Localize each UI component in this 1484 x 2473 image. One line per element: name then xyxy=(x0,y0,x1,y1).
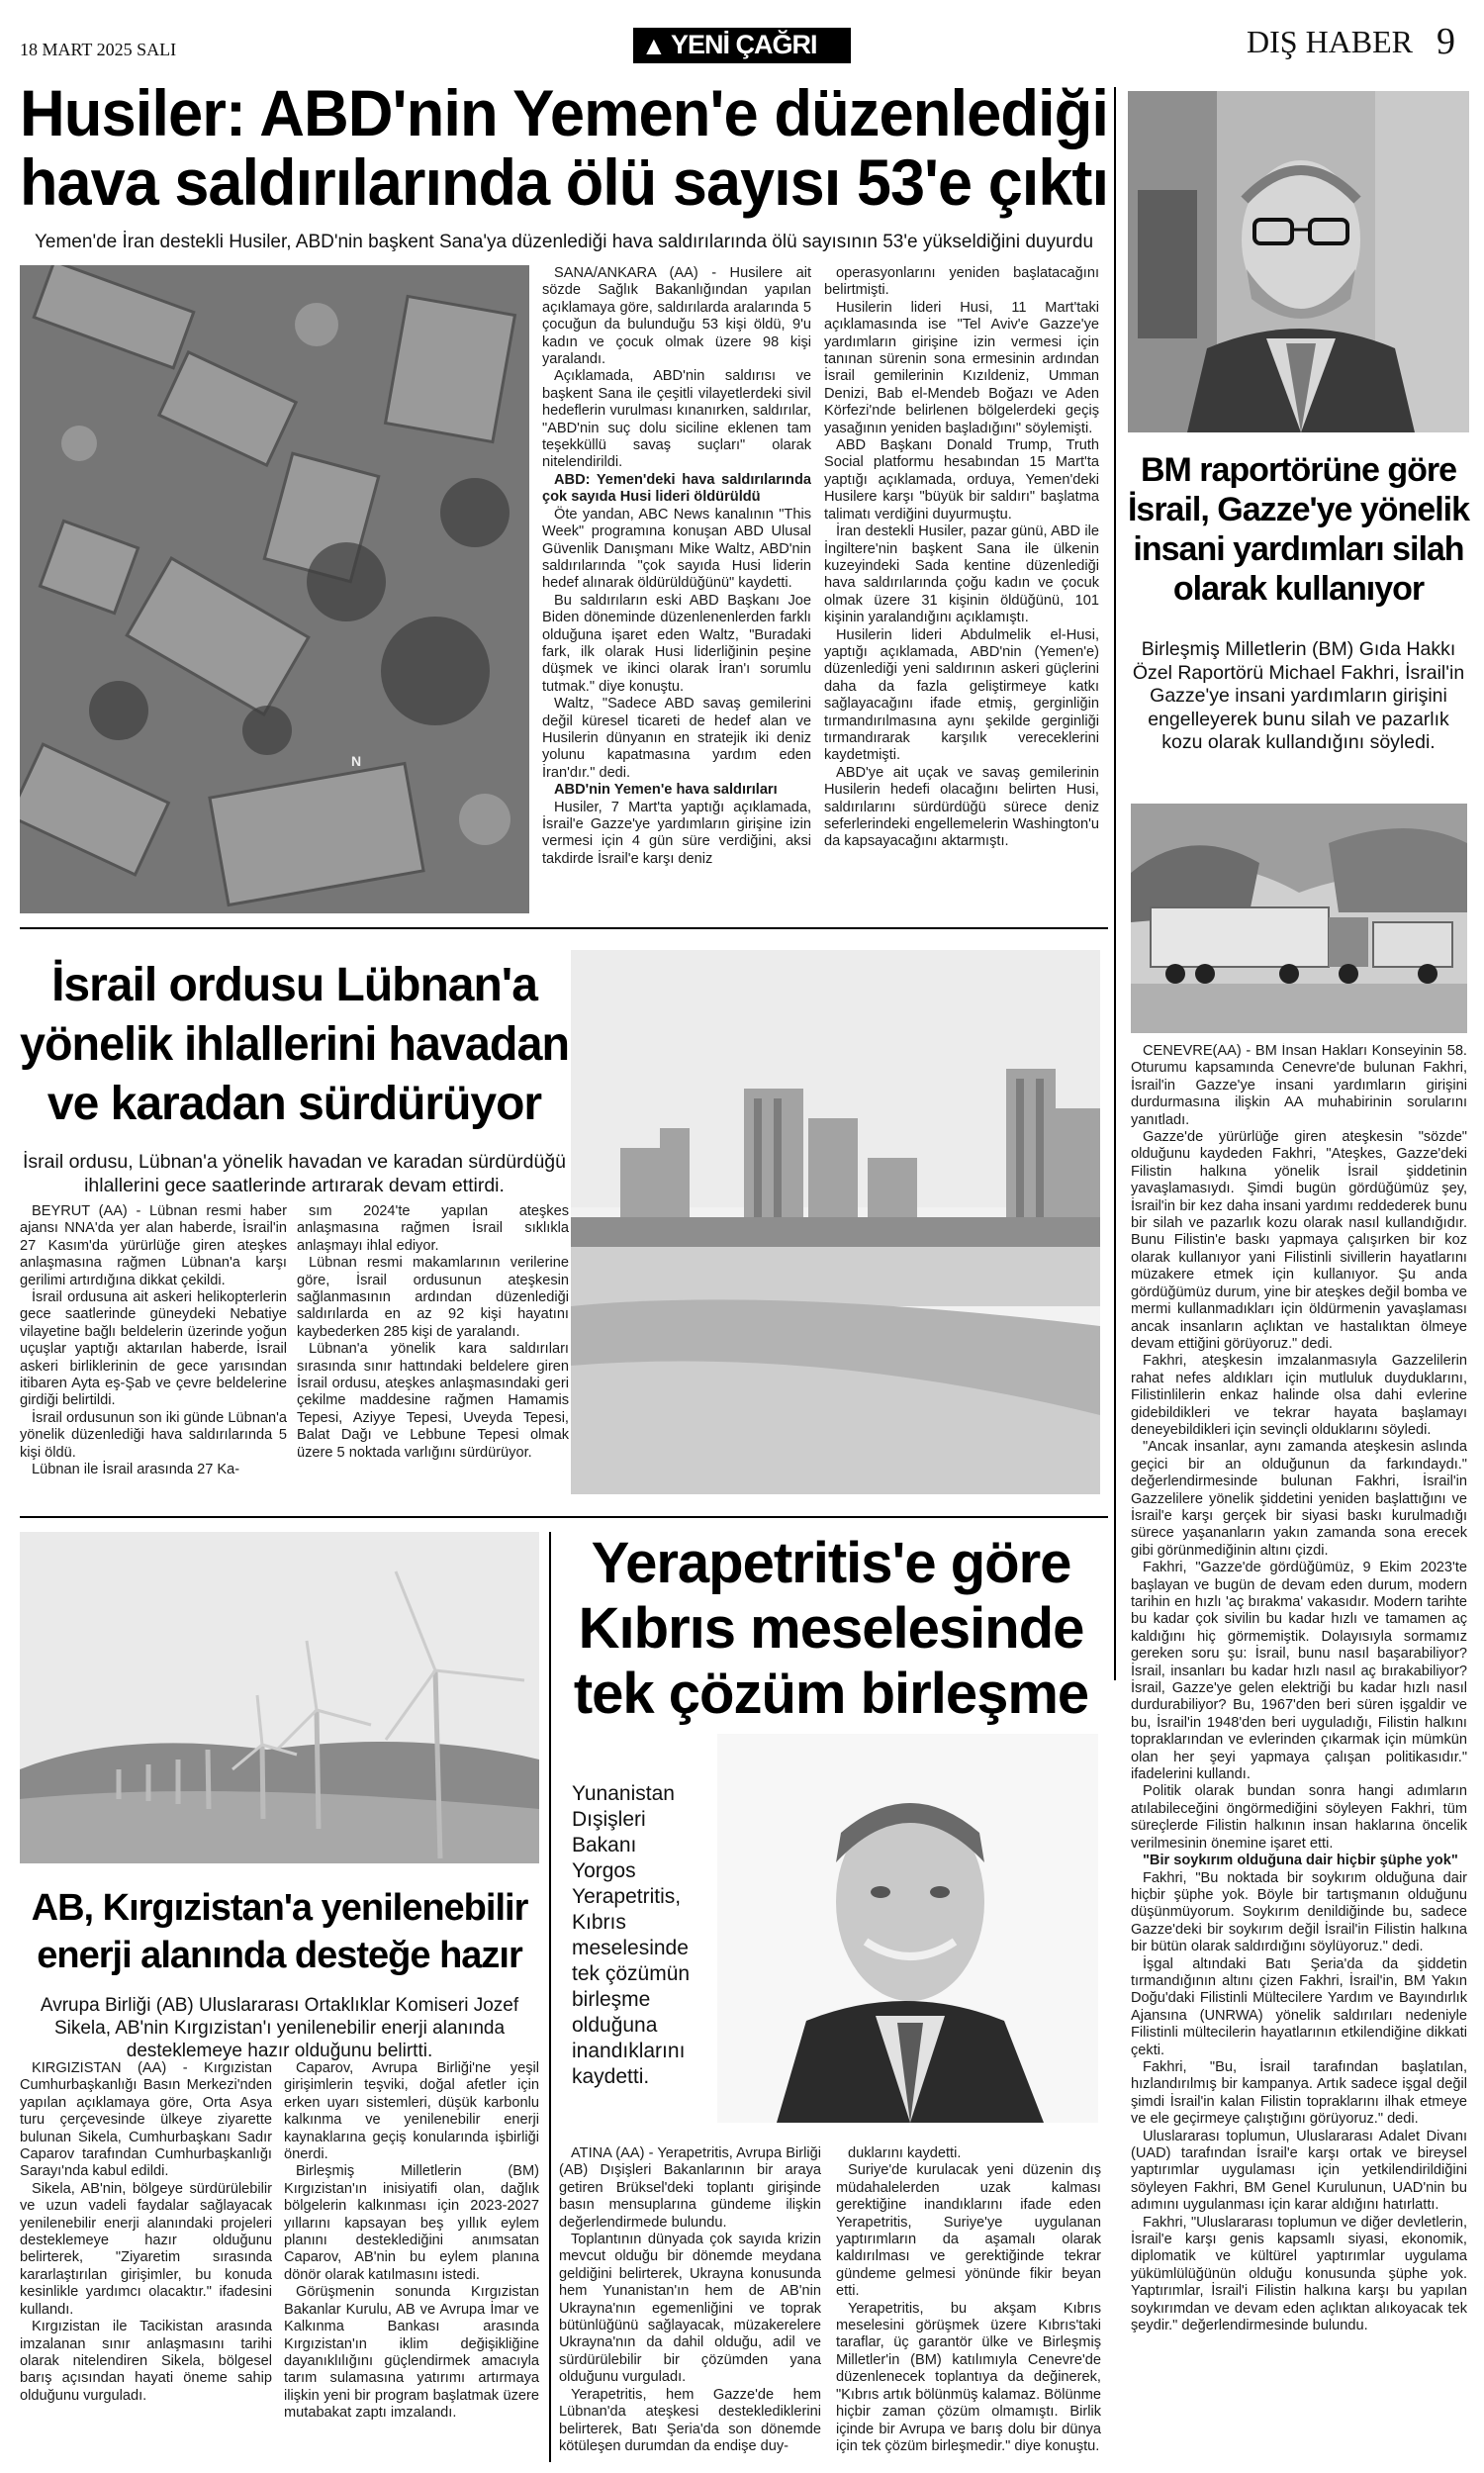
story1-headline-line1: Husiler: ABD'nin Yemen'e düzenlediği xyxy=(20,76,1108,149)
story1-headline-line2: hava saldırılarında ölü sayısı 53'e çıktı xyxy=(20,145,1108,219)
paragraph: Öte yandan, ABC News kanalının "This Week" programına konuşan ABD Ulusal Güvenlik Danışmanı Mike Waltz, ABD'nin saldırılarında "çok sayıda Husi liderin hedef alınarak öldürüldüğünü" kaydetti. xyxy=(542,506,811,592)
story3-headline-line2: yönelik ihlallerini havadan xyxy=(20,1018,569,1071)
lede-line: olduğuna xyxy=(572,2014,658,2037)
subheading: ABD: Yemen'deki hava saldırılarında çok sayıda Husi lideri öldürüldü xyxy=(542,471,811,506)
paragraph: SANA/ANKARA (AA) - Husilere ait sözde Sağlık Bakanlığından yapılan açıklamaya göre, saldırılarda aralarında 5 çocuğun da bulunduğu 53 kişi öldü, 9'u kadın ve çocuk olmak üzere 98 kişi yaralandı. xyxy=(542,265,811,368)
paragraph: Caparov, Avrupa Birliği'ne yeşil girişimlerin teşviki, doğal afetler için erken uyarı sistemleri, düşük karbonlu kalkınma ve yenilenebilir enerji kaynaklarına geçiş konularında işbirliği önerdi. xyxy=(284,2060,539,2163)
lede-line: Kıbrıs xyxy=(572,1911,626,1934)
lede-line: birleşme xyxy=(572,1988,651,2011)
paragraph: İran destekli Husiler, pazar günü, ABD ile İngiltere'nin başkent Sana ile ülkenin kuzeyindeki Sada kentine düzenlediği hava saldırılarında çoğu kadın ve çocuk olmak üzere 31 kişinin öldüğünü, 101 kişinin yaralandığını açıklamıştı. xyxy=(824,523,1099,626)
lede-line: Yorgos xyxy=(572,1859,636,1882)
paragraph: Husilerin lideri Husi, 11 Mart'taki açıklamasında ise "Tel Aviv'e Gazze'ye yardımların girişine izin vermesi için tanınan sürenin sona ermesinin ardından İsrail gemilerinin Kızıldeniz, Umman Denizi, Bab el-Mendeb Boğazı ve Aden Körfezi'nde belirlenen bölgelerdeki geçiş yasağının yeniden başladığını" söylemişti. xyxy=(824,299,1099,436)
story2-body xyxy=(1131,1043,1467,2468)
lede-line: inandıklarını xyxy=(572,2040,686,2062)
story5-column-2 xyxy=(836,2145,1101,2467)
paragraph: Waltz, "Sadece ABD savaş gemilerini değil küresel ticareti de hedef alan ve Husilerin dünyanın en stratejik iki deniz yolunu kapatmasına yardım eden İran'dır." dedi. xyxy=(542,696,811,781)
paragraph: Birleşmiş Milletlerin (BM) Kırgızistan'ın inisiyatifi olan, dağlık bölgelerin kalkınması için 2023-2027 yıllarını kapsayan beş yıllık eylem planını desteklediğini anımsatan Caparov, AB'nin bu eylem planına dönör olarak katılmasını istedi. xyxy=(284,2163,539,2283)
story2-portrait-photo xyxy=(1128,91,1469,432)
paragraph: Lübnan ile İsrail arasında 27 Ka- xyxy=(32,1462,240,1478)
story2-headline-line4: olarak kullanıyor xyxy=(1172,570,1425,608)
paragraph: Görüşmenin sonunda Kırgızistan Bakanlar Kurulu, AB ve Avrupa İmar ve Kalkınma Bankası arasında Kırgızistan'ın iklim değişikliğine dayanıklılığını güçlendirmek amacıyla tarım sulamasına yatırımı artırmaya ilişkin yeni bir program başlatmak üzere mutabakat zaptı imzalandı. xyxy=(284,2284,539,2422)
column-divider xyxy=(1114,87,1116,1680)
paragraph: Toplantının dünyada çok sayıda krizin mevcut olduğu bir dönemde meydana geldiğini belirterek, Ukrayna konusunda hem Yunanistan'ın hem de AB'nin Ukrayna'nın egemenliğini ve toprak bütünlüğünü sağlayacak, müzakerelere Ukrayna'nın da dahil olduğu, adil ve sürdürülebilir bir çözümden yana olduğunu vurguladı. xyxy=(559,2232,821,2386)
column-divider xyxy=(549,1532,551,2462)
story3-headline-line1: İsrail ordusu Lübnan'a xyxy=(51,959,537,1011)
photo-north-letter: N xyxy=(351,753,362,769)
story5-headline-line3: tek çözüm birleşme xyxy=(573,1662,1089,1726)
paragraph: Politik olarak bundan sonra hangi adımların atılabileceğini öngörmediğini söyleyen Fakhri, tüm süreçlerde Filistin halkının insan haklarına öncelik verilmesinin önemine işaret etti. xyxy=(1131,1783,1467,1852)
lede-line: Bakanı xyxy=(572,1834,637,1856)
lede-line: Yunanistan xyxy=(572,1782,675,1805)
lede-line: tek çözümün xyxy=(572,1962,691,1985)
paragraph: ABD'ye ait uçak ve savaş gemilerinin Husilerin hedefi olacağını belirten Husi, saldırılarını sürdürdüğü sürece deniz seferlerindeki engellemelerin Washington'u da kapsayacağını aktarmıştı. xyxy=(824,764,1099,850)
paragraph: BEYRUT (AA) - Lübnan resmi haber ajansı NNA'da yer alan haberde, İsrail'in 27 Kasım'da yürürlüğe giren ateşkes anlaşmasına rağmen Lübnan'a karşı gerilimi artırdığına dikkat çekildi. xyxy=(20,1203,287,1288)
story3-headline-line3: ve karadan sürdürüyor xyxy=(46,1078,542,1130)
paragraph: Husilerin lideri Abdulmelik el-Husi, yaptığı açıklamada, ABD'nin (Yemen'e) düzenlediği yeni saldırının askeri güçlerini daha da fazla geliştirmeye katkı sağlayacağını ifade etmiş, gerginliğin tırmandırılmasına aynı şekilde gerginliği tırmandırarak karşılık vereceklerini kaydetmişti. xyxy=(824,626,1099,764)
paragraph: İşgal altındaki Batı Şeria'da da şiddetin tırmandığının altını çizen Fakhri, İsrail'in, BM Yakın Doğu'daki Filistinli Mültecilere Yardım ve Bayındırlık Ajansına (UNRWA) yönelik saldırıları nedeniyle Filistinli mültecilerin hayatlarının etkilendiğine dikkati çekti. xyxy=(1131,1955,1467,2058)
paragraph: Yerapetritis, bu akşam Kıbrıs meselesini görüşmek üzere Kıbrıs'taki taraflar, üç garantör ülke ve Birleşmiş Milletler'in (BM) katılımıyla Cenevre'de düzenlenecek toplantıya da değinerek, "Kıbrıs artık bölünmüş kalamaz. Bölünme hiçbir zaman çözüm olmamıştı. Birlik içinde bir Avrupa ve barış dolu bir dünya için tek çözüm birleşmedir." diye konuştu. xyxy=(836,2300,1101,2454)
story2-headline-line1: BM raportörüne göre xyxy=(1140,451,1457,489)
story2-headline-line2: İsrail, Gazze'ye yönelik xyxy=(1127,491,1470,528)
paragraph: ABD Başkanı Donald Trump, Truth Social platformu hesabından 15 Mart'ta yaptığı açıklamada, orduya, Yemen'deki Husilere karşı "büyük bir saldırı" başlatma talimatı verdiğini duyurmuştu. xyxy=(824,437,1099,523)
paragraph: KIRGIZİSTAN (AA) - Kırgızistan Cumhurbaşkanlığı Basın Merkezi'nden yapılan açıklamaya göre, Orta Asya turu çerçevesinde ülkeye ziyarette bulunan Sikela, Cumhurbaşkanı Sadır Caparov tarafından Cumhurbaşkanlığı Sarayı'nda kabul edildi. xyxy=(20,2060,272,2180)
paragraph: operasyonlarını yeniden başlatacağını belirtmişti. xyxy=(824,265,1099,299)
paragraph: Fakhri, "Bu, İsrail tarafından başlatılan, hızlandırılmış bir kampanya. Artık sadece işgal değil şimdi İsrail'in kalan Filistin topraklarını ilhak etmeye ve ele geçirmeye çalıştığını görüyoruz." dedi. xyxy=(1131,2058,1467,2128)
story3-lede: İsrail ordusu, Lübnan'a yönelik havadan ve karadan sürdürdüğü ihlallerini gece saatlerinde artırarak devam ettirdi. xyxy=(22,1151,566,1196)
paragraph: Bu saldırıların eski ABD Başkanı Joe Biden döneminde düzenlenenlerden farklı olduğuna işaret eden Waltz, "Buradaki fark, ilk olarak Husi liderliğinin peşine düşmek ve ikinci olarak İran'ı sorumlu tutmak." diye konuştu. xyxy=(542,592,811,695)
story3-column-1 xyxy=(20,1203,287,1500)
lede-line: Dışişleri xyxy=(572,1808,646,1831)
section-divider xyxy=(20,927,1108,929)
torch-logo-icon: ▲ xyxy=(641,31,667,60)
paragraph: Lübnan'a yönelik kara saldırıları sırasında sınır hattındaki beldelere giren İsrail ordusu, ateşkes anlaşmasındaki geri çekilme maddesine rağmen Hamamis Tepesi, Aziyye Tepesi, Uveyda Tepesi, Balat Dağı ve Lebbune Tepesi olmak üzere 5 noktada varlığını sürdürüyor. xyxy=(297,1341,569,1461)
paragraph: "Ancak insanlar, aynı zamanda ateşkesin aslında geçici bir an olduğunun da farkındaydı." değerlendirmesinde bulunan Fakhri, İsrail'in Gazzelilere yönelik şiddetini yeniden başlattığını ve İsrail'e karşı gerçek bir siyasi baskı kurulmadığı sürece yaşananların yakın zamanda sona erecek gibi görünmediğinin altını çizdi. xyxy=(1131,1439,1467,1559)
section-title: DIŞ HABER xyxy=(1247,24,1414,59)
story4-headline-line1: AB, Kırgızistan'a yenilenebilir xyxy=(31,1887,528,1929)
page-number: 9 xyxy=(1437,21,1455,62)
paragraph: Fakhri, "Gazze'de gördüğümüz, 9 Ekim 2023'te başlayan ve bugün de devam eden durum, modern tarihin en hızlı 'aç bırakma' vakasıdır. Modern tarihte bu kadar çok sivilin bu kadar hızlı ve tamamen aç kaldığını hiç görmemiştik. Dolayısıyla sormamız gereken soru şu: İsrail, bunu nasıl başarabiliyor? İsrail, insanları bu kadar hızlı nasıl aç bırakabiliyor? İsrail, Gazze'ye gelen elektriği bu kadar hızlı nasıl durdurabiliyor? Bu, 1967'den beri süren işgaldir ve bu, İsrail'in 1948'den beri uyguladığı, Filistin halkını topraklarından ve evlerinden çıkarmak için mümkün olan her şeyi yapmaya çalışan politikasıdır." ifadelerini kullandı. xyxy=(1131,1560,1467,1783)
section-divider xyxy=(20,1516,1108,1518)
story4-lede: Avrupa Birliği (AB) Uluslararası Ortaklıklar Komiseri Jozef Sikela, AB'nin Kırgızistan'ı yenilenebilir enerji alanında desteklemeye hazır olduğunu belirtti. xyxy=(40,1995,519,2061)
masthead xyxy=(0,0,1484,61)
subheading: "Bir soykırım olduğuna dair hiçbir şüphe yok" xyxy=(1143,1853,1458,1869)
paragraph: Lübnan resmi makamlarının verilerine göre, İsrail ordusunun ateşkesin sağlanmasının ardından düzenlediği saldırılarda en az 92 kişi hayatını kaybederken 285 kişi de yaralandı. xyxy=(297,1255,569,1340)
paragraph: Husiler, 7 Mart'ta yaptığı açıklamada, İsrail'e Gazze'ye yardımların girişine izin vermesi için 4 gün süre verdiğini, aksi takdirde İsrail'e karşı deniz xyxy=(542,799,811,867)
paragraph: sım 2024'te yapılan ateşkes anlaşmasına rağmen İsrail sıklıkla anlaşmayı ihlal ediyor. xyxy=(297,1203,569,1254)
paragraph: Açıklamada, ABD'nin saldırısı ve başkent Sana ile çeşitli vilayetlerdeki sivil hedeflerin vurulması kınanırken, saldırılar, "ABD'nin suç dolu siciline eklenen tam teşekküllü savaş suçları" olarak nitelendirildi. xyxy=(542,368,811,471)
story4-headline-line2: enerji alanında desteğe hazır xyxy=(37,1935,522,1976)
story4-column-2 xyxy=(284,2060,539,2466)
newspaper-logo xyxy=(633,28,851,63)
paragraph: Yerapetritis, hem Gazze'de hem Lübnan'da ateşkesi desteklediklerini belirterek, Batı Şeria'da son dönemde kötüleşen durumdan da endişe duy- xyxy=(559,2386,821,2454)
story4-column-1 xyxy=(20,2060,272,2466)
story5-headline-line1: Yerapetritis'e göre xyxy=(591,1531,1071,1595)
lede-line: meselesinde xyxy=(572,1937,689,1959)
lede-line: Yerapetritis, xyxy=(572,1885,682,1908)
story5-headline-line2: Kıbrıs meselesinde xyxy=(578,1596,1084,1661)
story3-coastline-photo xyxy=(571,950,1100,1494)
subheading: ABD'nin Yemen'e hava saldırıları xyxy=(554,782,778,799)
story1-aerial-photo xyxy=(20,265,529,913)
story5-side-lede xyxy=(572,1781,725,2090)
paragraph: Kırgızistan ile Tacikistan arasında imzalanan sınır anlaşmasını tarihi olarak nitelendiren Sikela, bölgesel barış açısından hayati öneme sahip olduğunu vurguladı. xyxy=(20,2319,272,2404)
paragraph: İsrail ordusunun son iki günde Lübnan'a yönelik düzenlediği hava saldırılarında 5 kişi öldü. xyxy=(20,1409,287,1461)
story5-column-1 xyxy=(559,2145,821,2467)
story4-wind-turbines-photo xyxy=(20,1532,539,1863)
paragraph: Fakhri, ateşkesin imzalanmasıyla Gazzelilerin rahat nefes aldıkları için mutluluk duyduklarını, Filistinlilerin enkaz halinde olsa dahi evlerine gidebildikleri ve tekrar hayata başlamayı deneyebildikleri için sevinçli olduklarını söyledi. xyxy=(1131,1353,1467,1438)
paragraph: ATİNA (AA) - Yerapetritis, Avrupa Birliği (AB) Dışişleri Bakanlarının bir araya getiren Brüksel'deki toplantı girişinde basın mensuplarına gündeme ilişkin değerlendirmede bulundu. xyxy=(559,2145,821,2231)
story3-column-2 xyxy=(297,1203,569,1500)
story1-lede: Yemen'de İran destekli Husiler, ABD'nin başkent Sana'ya düzenlediği hava saldırılarında ölü sayısının 53'e yükseldiğini duyurdu xyxy=(34,232,1094,252)
paragraph: Uluslararası toplumun, Uluslararası Adalet Divanı (UAD) tarafından İsrail'e karşı ortak ve bireysel yaptırımlar uygulaması için yetkilendirildiğini söyleyen Fakhri, BM Genel Kurulunun, UAD'nin bu adımını uygulanması için karar aldığını hatırlattı. xyxy=(1131,2128,1467,2214)
story1-column-1 xyxy=(542,265,811,913)
lede-line: kaydetti. xyxy=(572,2065,650,2088)
paragraph: duklarını kaydetti. xyxy=(848,2145,962,2161)
story1-column-2 xyxy=(824,265,1099,913)
paragraph: Suriye'de kurulacak yeni düzenin dış müdahalelerden uzak kalması gerektiğine inandıklarını ifade eden Yerapetritis, Suriye'ye uygulanan yaptırımların da aşamalı olarak kaldırılması ve gerektiğinde tekrar gündeme gelmesi yönünde fikir beyan etti. xyxy=(836,2162,1101,2300)
paragraph: Sikela, AB'nin, bölgeye sürdürülebilir ve uzun vadeli faydalar sağlayacak yenilenebilir enerji alanındaki projeleri desteklemeye hazır olduğunu belirterek, "Ziyaretim sırasında kararlaştırılan girişimler, bu konuda kesinlikle yardımcı olacaktır." ifadesini kullandı. xyxy=(20,2180,272,2318)
paragraph: Fakhri, "Uluslararası toplumun ve diğer devletlerin, İsrail'e karşı genis kapsamlı siyasi, ekonomik, diplomatik ve kültürel yaptırımlar uygulama yükümlülüğünün olduğu konusunda şüphe yok. Yaptırımlar, İsrail'i Filistin halkına karşı bu yapılan soykırımdan ve devam eden açlıktan alıkoyacak tek şeydir." değerlendirmesinde bulundu. xyxy=(1131,2214,1467,2334)
story2-lede: Birleşmiş Milletlerin (BM) Gıda Hakkı Özel Raportörü Michael Fakhri, İsrail'in Gazze'ye insani yardımların girişini engelleyerek bunu silah ve pazarlık kozu olarak kullandığını söyledi. xyxy=(1132,638,1465,753)
story5-minister-portrait-photo xyxy=(717,1734,1098,2123)
issue-date: 18 MART 2025 SALI xyxy=(20,40,177,59)
paragraph: İsrail ordusuna ait askeri helikopterlerin gece saatlerinde güneydeki Nebatiye vilayetine bağlı beldelerin üzerinde yoğun uçuşlar yaptığı aktarılan haberde, İsrail askeri birliklerinin de gece yarısından itibaren Ayta eş-Şab ve çevre beldelerine girdiği belirtildi. xyxy=(20,1289,287,1409)
story2-trucks-photo xyxy=(1131,804,1467,1033)
story2-headline-line3: insani yardımları silah xyxy=(1133,530,1464,568)
paragraph: CENEVRE(AA) - BM İnsan Hakları Konseyinin 58. Oturumu kapsamında Cenevre'de bulunan Fakhri, İsrail'in Gazze'ye insani yardımların girişini durdurmasına ilişkin AA muhabirinin sorularını yanıtladı. xyxy=(1131,1043,1467,1128)
paragraph: Fakhri, "Bu noktada bir soykırım olduğuna dair hiçbir şüphe yok. Böyle bir tartışmanın olduğunu düşünmüyorum. Soykırım denildiğinde bu, sadece Gazze'deki bir soykırım değil İsrail'in Filistin halkına bir bütün olarak saldırdığını söylüyoruz." dedi. xyxy=(1131,1869,1467,1955)
paragraph: Gazze'de yürürlüğe giren ateşkesin "sözde" olduğunu kaydeden Fakhri, "Ateşkes, Gazze'deki Filistin halkına yönelik İsrail şiddetinin yavaşlamasıydı. Şimdi bugün gördüğümüz şey, İsrail'in bir kez daha insani yardımı reddederek bunu bir silah ve pazarlık kozu olarak nasıl kullandığıdır. Bunu Filistin'e baskı yapmaya çalışırken bir koz olarak kullanıyor yani Filistinli sivillerin hayatlarını müzakere etmek için kullanıyor. Şu anda gördüğümüz durum, yine bir ateşkes değil bomba ve mermi kullanmadıkları için öldürmenin yavaşlaması ancak insanların açlıktan ve hastalıktan ölmeye devam ettiğini görüyoruz." dedi. xyxy=(1131,1129,1467,1352)
logo-text: YENİ ÇAĞRI xyxy=(671,30,817,59)
